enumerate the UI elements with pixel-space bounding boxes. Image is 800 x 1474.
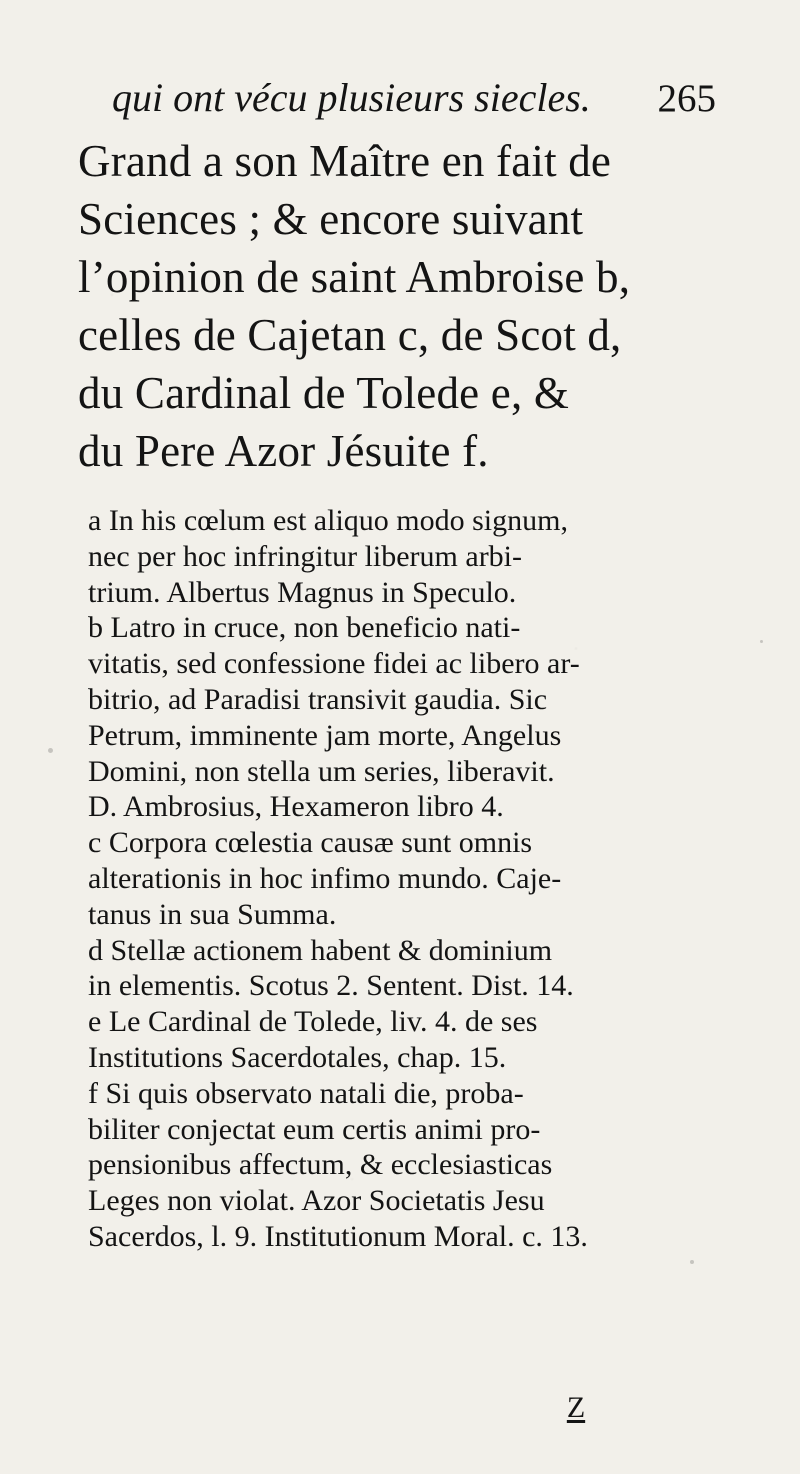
main-text-line: l’opinion de saint Ambroise b, [78, 252, 631, 302]
main-text-line: Sciences ; & encore suivant [78, 194, 584, 244]
footnote-line: tanus in sua Summa. [88, 897, 337, 931]
footnote-line: e Le Cardinal de Tolede, liv. 4. de ses [88, 1005, 538, 1039]
footnote-line: nec per hoc infringitur liberum arbi- [88, 539, 523, 573]
footnote-line: bitrio, ad Paradisi transivit gaudia. Sic [88, 682, 548, 716]
footnote-line: Sacerdos, l. 9. Institutionum Moral. c. 13. [88, 1219, 588, 1253]
paper-speck [690, 1260, 694, 1264]
footnote-line: c Corpora cœlestia causæ sunt omnis [88, 826, 533, 860]
footnote-line: alterationis in hoc infimo mundo. Caje- [88, 861, 562, 895]
footnote-line: pensionibus affectum, & ecclesiasticas [88, 1148, 553, 1182]
footnote-line: a In his cœlum est aliquo modo signum, [88, 504, 568, 537]
signature-mark: Z [566, 1391, 586, 1424]
running-head [112, 75, 716, 126]
footnote-line: b Latro in cruce, non beneficio nati- [88, 611, 521, 645]
running-head-title: qui ont vécu plusieurs siecles. [112, 75, 591, 120]
paper-speck [760, 640, 763, 643]
footnote-line: Petrum, imminente jam morte, Angelus [88, 718, 562, 752]
main-text-line: Grand a son Maître en fait de [78, 136, 612, 186]
footnote-line: Leges non violat. Azor Societatis Jesu [88, 1184, 545, 1218]
footnote-line: trium. Albertus Magnus in Speculo. [88, 575, 517, 609]
footnote-line: vitatis, sed confessione fidei ac libero ar- [88, 647, 580, 681]
main-text [78, 132, 718, 480]
footnotes [88, 503, 710, 1255]
footnote-line: d Stellæ actionem habent & dominium [88, 933, 553, 967]
main-text-line: du Cardinal de Tolede e, & [78, 368, 570, 418]
footnote-line: biliter conjectat eum certis animi pro- [88, 1112, 541, 1146]
footnote-line: f Si quis observato natali die, proba- [88, 1076, 524, 1110]
footnote-line: Institutions Sacerdotales, chap. 15. [88, 1040, 507, 1074]
main-text-line: celles de Cajetan c, de Scot d, [78, 310, 622, 360]
footnote-line: D. Ambrosius, Hexameron libro 4. [88, 790, 504, 824]
main-text-line: du Pere Azor Jésuite f. [78, 426, 489, 476]
footnote-line: in elementis. Scotus 2. Sentent. Dist. 14. [88, 969, 574, 1003]
footnote-line: Domini, non stella um series, liberavit. [88, 754, 555, 788]
paper-speck [48, 748, 53, 753]
page-number: 265 [657, 77, 716, 120]
